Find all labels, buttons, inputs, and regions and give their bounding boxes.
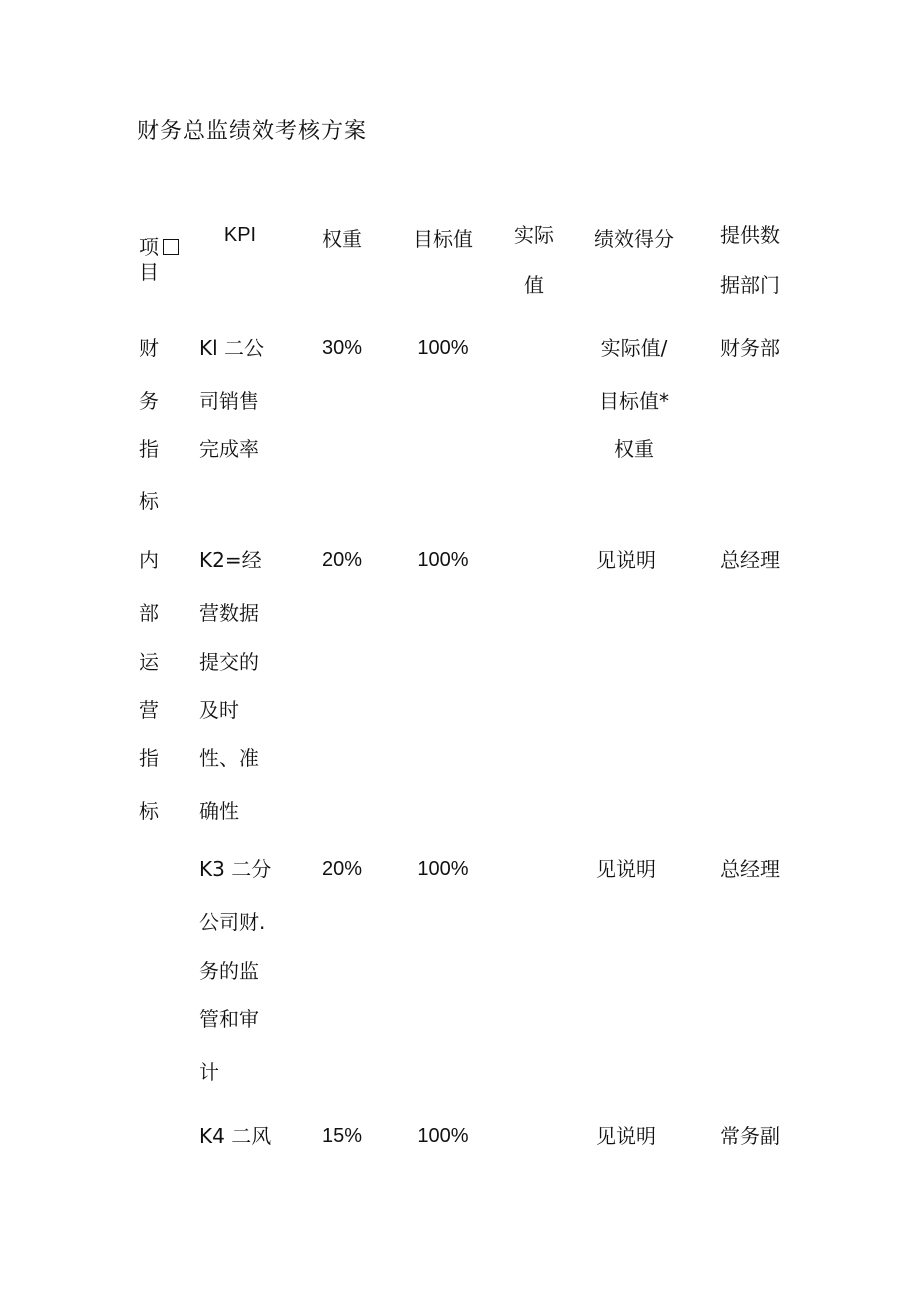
document-title: 财务总监绩效考核方案 [137, 119, 368, 144]
row-category-char: 营 [139, 698, 159, 722]
row-kpi-line: K3 二分 [199, 857, 272, 881]
row-kpi-line: 确性 [199, 799, 239, 823]
row-dept: 总经理 [720, 548, 780, 572]
row-kpi-line: 管和审 [199, 1007, 259, 1031]
row-kpi-line: K4 二风 [199, 1124, 272, 1148]
row-dept: 财务部 [720, 336, 780, 360]
row-category-char: 内 [139, 548, 159, 572]
row-category-char: 运 [139, 650, 159, 674]
row-kpi-line: 务的监 [199, 959, 259, 983]
row-score-line: 实际值/ [600, 336, 668, 360]
row-kpi-line: 及时 [199, 698, 239, 722]
row-dept: 总经理 [720, 857, 780, 881]
row-category-char: 务 [139, 389, 159, 413]
row-score-line: 见说明 [596, 548, 656, 572]
header-actual-line2: 值 [524, 273, 544, 297]
row-target: 100% [417, 337, 469, 359]
row-kpi-line: 司销售 [199, 389, 259, 413]
header-kpi: KPI [223, 224, 257, 246]
row-target: 100% [417, 858, 469, 880]
row-kpi-line: 完成率 [199, 437, 259, 461]
row-kpi-line: 营数据 [199, 601, 259, 625]
row-kpi-line: 计 [199, 1060, 219, 1084]
header-item-line2: 目 [139, 260, 159, 284]
row-score-line: 权重 [614, 437, 654, 461]
row-dept: 常务副 [720, 1124, 780, 1148]
row-category-char: 部 [139, 601, 159, 625]
row-kpi-line: 公司财. [199, 910, 266, 934]
row-kpi-line: 性、准 [199, 746, 259, 770]
row-category-char: 指 [139, 437, 159, 461]
row-kpi-line: K2=经 [199, 548, 262, 572]
header-dept-line2: 据部门 [720, 273, 780, 297]
row-kpi-line: Kl 二公 [199, 336, 265, 360]
row-target: 100% [417, 549, 469, 571]
header-actual-line1: 实际 [514, 223, 554, 247]
row-weight: 15% [321, 1125, 363, 1147]
header-item-line1: 项 [139, 235, 159, 259]
row-weight: 20% [321, 858, 363, 880]
row-score-line: 目标值* [599, 389, 669, 413]
row-target: 100% [417, 1125, 469, 1147]
header-dept-line1: 提供数 [720, 223, 780, 247]
row-kpi-line: 提交的 [199, 650, 259, 674]
row-weight: 20% [321, 549, 363, 571]
row-category-char: 标 [139, 799, 159, 823]
row-score-line: 见说明 [596, 857, 656, 881]
header-score: 绩效得分 [594, 227, 674, 251]
row-score-line: 见说明 [596, 1124, 656, 1148]
checkbox-square-icon [163, 239, 179, 255]
row-weight: 30% [321, 337, 363, 359]
header-item [139, 235, 179, 259]
row-category-char: 指 [139, 746, 159, 770]
header-target: 目标值 [413, 227, 473, 251]
header-weight: 权重 [322, 227, 362, 251]
row-category-char: 财 [139, 336, 159, 360]
row-category-char: 标 [139, 489, 159, 513]
